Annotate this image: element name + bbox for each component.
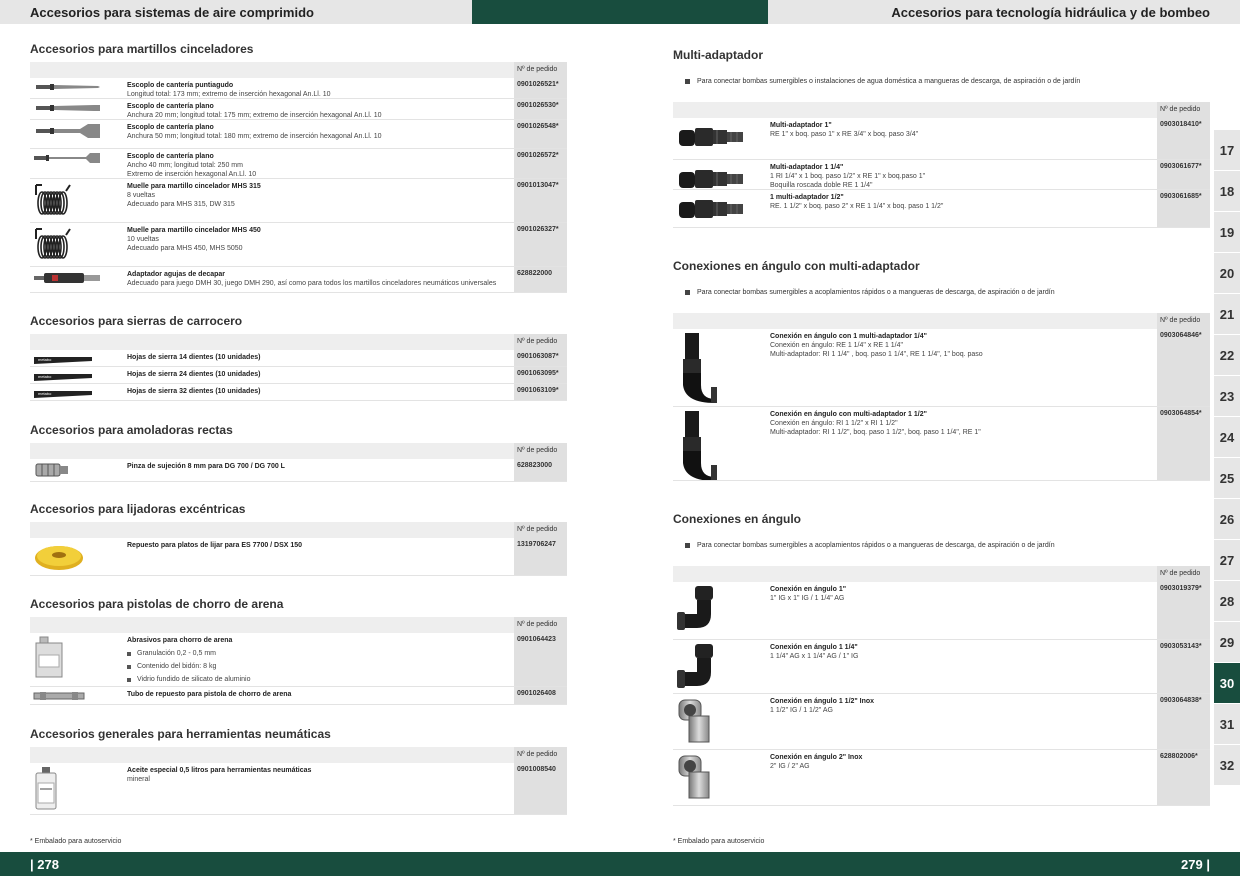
section-title: Accesorios para pistolas de chorro de arena — [30, 597, 284, 611]
product-name: Aceite especial 0,5 litros para herramientas neumáticas — [127, 767, 312, 774]
row-divider — [30, 481, 567, 482]
product-detail: 1 1/4" AG x 1 1/4" AG / 1" IG — [770, 653, 859, 660]
chapter-tab-29[interactable]: 29 — [1214, 622, 1240, 662]
product-detail: Anchura 20 mm; longitud total: 175 mm; extremo de inserción hexagonal An.Ll. 10 — [127, 112, 382, 119]
chapter-tab-24[interactable]: 24 — [1214, 417, 1240, 457]
order-number-header: Nº de pedido — [1157, 566, 1210, 582]
header-green-band — [472, 0, 768, 24]
chisel-point-icon — [32, 80, 102, 98]
product-description — [770, 643, 1153, 661]
section-title: Accesorios generales para herramientas neumáticas — [30, 727, 331, 741]
order-number: 1319706247 — [514, 538, 567, 575]
right-page-title: Accesorios para tecnología hidráulica y de bombeo — [768, 0, 1240, 24]
product-description — [770, 410, 1153, 437]
sanding-pad-icon — [32, 540, 86, 577]
spring-icon — [32, 181, 72, 222]
table-row — [673, 160, 1210, 190]
product-name: Escoplo de cantería plano — [127, 124, 214, 131]
product-detail: Anchura 50 mm; longitud total: 180 mm; extremo de inserción hexagonal An.Ll. 10 — [127, 133, 382, 140]
row-divider — [673, 805, 1210, 806]
product-bullet — [127, 649, 510, 658]
product-detail: Ancho 40 mm; longitud total: 250 mm — [127, 162, 243, 169]
row-divider — [30, 814, 567, 815]
order-number: 0901063109* — [514, 384, 567, 400]
product-description — [127, 152, 510, 179]
left-section-2 — [30, 314, 567, 401]
right-section-2 — [673, 259, 1210, 481]
order-number: 628823000 — [514, 459, 567, 481]
product-description — [127, 226, 510, 253]
bullet-square-icon — [127, 665, 131, 669]
svg-text:metabo: metabo — [38, 374, 52, 379]
product-name: Conexión en ángulo con 1 multi-adaptador 1/4" — [770, 333, 927, 340]
product-name: 1 multi-adaptador 1/2" — [770, 194, 844, 201]
product-detail: mineral — [127, 776, 150, 783]
chapter-tab-20[interactable]: 20 — [1214, 253, 1240, 293]
product-description — [127, 123, 510, 141]
product-name: Conexión en ángulo 1" — [770, 586, 847, 593]
saw-blade-icon — [32, 386, 94, 404]
order-number-header: Nº de pedido — [1157, 102, 1210, 118]
product-description — [770, 585, 1153, 603]
order-number: 0901013047* — [514, 179, 567, 222]
product-description — [770, 753, 1153, 771]
product-detail: RE. 1 1/2" x boq. paso 2" x RE 1 1/4" x boq. paso 1 1/2" — [770, 203, 944, 210]
chisel-long-icon — [32, 151, 102, 170]
footnote-left: * Embalado para autoservicio — [30, 838, 122, 845]
product-bullet-text: Vidrio fundido de silicato de aluminio — [137, 676, 251, 683]
product-name: Conexión en ángulo 2" Inox — [770, 754, 863, 761]
footnote-right: * Embalado para autoservicio — [673, 838, 765, 845]
order-number: 0903064838* — [1157, 694, 1210, 749]
table-row — [673, 640, 1210, 694]
table-header — [30, 443, 567, 459]
table-header — [30, 617, 567, 633]
spring-icon — [32, 225, 72, 266]
order-number: 0901064423 — [514, 633, 567, 686]
table-header — [30, 747, 567, 763]
order-number: 0901026548* — [514, 120, 567, 148]
product-description — [770, 697, 1153, 715]
table-row — [30, 179, 567, 223]
product-detail: 8 vueltas — [127, 192, 156, 199]
oil-bottle-icon — [32, 765, 60, 816]
table-row — [30, 120, 567, 149]
table-row — [30, 99, 567, 120]
order-number: 0903064854* — [1157, 407, 1210, 480]
bottom-bar — [0, 852, 1240, 876]
table-row — [673, 329, 1210, 407]
bullet-square-icon — [127, 652, 131, 656]
left-section-3 — [30, 423, 567, 482]
chapter-tab-25[interactable]: 25 — [1214, 458, 1240, 498]
order-number: 628822000 — [514, 267, 567, 292]
product-description — [127, 182, 510, 209]
product-detail: Boquilla roscada doble RE 1 1/4" — [770, 182, 873, 189]
chapter-tab-23[interactable]: 23 — [1214, 376, 1240, 416]
product-name: Adaptador agujas de decapar — [127, 271, 226, 278]
bullet-square-icon — [685, 543, 690, 548]
bullet-square-icon — [685, 79, 690, 84]
product-detail: 1 1/2" IG / 1 1/2" AG — [770, 707, 833, 714]
table-row — [30, 267, 567, 293]
left-page-title: Accesorios para sistemas de aire comprimido — [0, 0, 472, 24]
order-number: 0903064846* — [1157, 329, 1210, 406]
product-name: Multi-adaptador 1 1/4" — [770, 164, 844, 171]
bullet-text: Para conectar bombas sumergibles o instalaciones de agua doméstica a mangueras de descarga, de aspiración o de jardín — [697, 77, 1081, 85]
table-row — [673, 750, 1210, 806]
right-section-1 — [673, 48, 1210, 228]
product-detail: Conexión en ángulo: RE 1 1/4" x RE 1 1/4" — [770, 342, 903, 349]
order-number-header: Nº de pedido — [514, 522, 567, 538]
page-number-right: 279 | — [1181, 857, 1210, 872]
left-section-4 — [30, 502, 567, 576]
chisel-flat-icon — [32, 101, 102, 119]
chapter-tab-17[interactable]: 17 — [1214, 130, 1240, 170]
angle-adapter-icon — [675, 331, 719, 410]
product-description — [127, 102, 510, 120]
table-row — [673, 694, 1210, 750]
product-description — [770, 332, 1153, 359]
order-number: 0901008540 — [514, 763, 567, 814]
chapter-tab-26[interactable]: 26 — [1214, 499, 1240, 539]
needle-adapter-icon — [32, 269, 102, 292]
product-name: Abrasivos para chorro de arena — [127, 637, 233, 644]
order-number: 0903061677* — [1157, 160, 1210, 189]
product-bullet-text: Granulación 0,2 - 0,5 mm — [137, 650, 216, 657]
product-description — [127, 766, 510, 784]
table-row — [30, 78, 567, 99]
product-detail: Adecuado para juego DMH 30, juego DMH 290, así como para todos los martillos cinceladores neumáticos universales — [127, 280, 497, 287]
chapter-tabs — [1214, 130, 1240, 786]
product-bullet — [127, 675, 510, 684]
table-header — [673, 566, 1210, 582]
elbow-steel-icon — [675, 752, 719, 807]
table-row — [673, 190, 1210, 228]
order-number: 0901026530* — [514, 99, 567, 119]
section-title: Accesorios para amoladoras rectas — [30, 423, 233, 437]
table-row — [30, 149, 567, 179]
order-number: 0901026572* — [514, 149, 567, 178]
table-row — [30, 687, 567, 705]
product-description — [127, 81, 510, 99]
chapter-tab-32[interactable]: 32 — [1214, 745, 1240, 785]
angle-adapter-icon — [675, 409, 719, 488]
product-detail: Adecuado para MHS 315, DW 315 — [127, 201, 235, 208]
product-name: Multi-adaptador 1" — [770, 122, 832, 129]
order-number-header: Nº de pedido — [514, 334, 567, 350]
page-number-left: | 278 — [30, 857, 59, 872]
product-name: Repuesto para platos de lijar para ES 7700 / DSX 150 — [127, 542, 303, 549]
table-row — [30, 367, 567, 384]
top-header-bar — [0, 0, 1240, 24]
order-number-header: Nº de pedido — [514, 62, 567, 78]
bullet-text: Para conectar bombas sumergibles a acoplamientos rápidos o a mangueras de descarga, de aspiración o de jardín — [697, 541, 1055, 549]
section-title: Accesorios para martillos cinceladores — [30, 42, 254, 56]
product-detail: Longitud total: 173 mm; extremo de inserción hexagonal An.Ll. 10 — [127, 91, 331, 98]
product-name: Tubo de repuesto para pistola de chorro de arena — [127, 691, 292, 698]
product-description — [127, 353, 510, 362]
order-number-header: Nº de pedido — [514, 617, 567, 633]
product-description — [770, 121, 1153, 139]
row-divider — [30, 704, 567, 705]
table-row — [673, 582, 1210, 640]
table-header — [673, 313, 1210, 329]
product-name: Escoplo de cantería plano — [127, 103, 214, 110]
order-number: 0901026327* — [514, 223, 567, 266]
product-detail: 1 RI 1/4" x 1 boq. paso 1/2" x RE 1" x boq.paso 1" — [770, 173, 926, 180]
section-title: Accesorios para sierras de carrocero — [30, 314, 243, 328]
product-description — [127, 270, 510, 288]
chapter-tab-27[interactable]: 27 — [1214, 540, 1240, 580]
order-number: 628802006* — [1157, 750, 1210, 805]
table-row — [30, 763, 567, 815]
product-description — [127, 541, 510, 550]
order-number: 0901026408 — [514, 687, 567, 704]
chapter-tab-18[interactable]: 18 — [1214, 171, 1240, 211]
svg-text:metabo: metabo — [38, 391, 52, 396]
elbow-steel-icon — [675, 696, 719, 751]
canister-icon — [32, 635, 66, 684]
svg-text:metabo: metabo — [38, 357, 52, 362]
elbow-black-icon — [675, 584, 719, 639]
table-row — [30, 633, 567, 687]
product-description — [770, 193, 1153, 211]
order-number: 0901063095* — [514, 367, 567, 383]
order-number: 0903019379* — [1157, 582, 1210, 639]
product-description — [127, 370, 510, 379]
product-description — [127, 636, 510, 684]
bullet-text: Para conectar bombas sumergibles a acoplamientos rápidos o a mangueras de descarga, de aspiración o de jardín — [697, 288, 1055, 296]
chapter-tab-22[interactable]: 22 — [1214, 335, 1240, 375]
product-detail: Conexión en ángulo: RI 1 1/2" x RI 1 1/2" — [770, 420, 898, 427]
left-section-1 — [30, 42, 567, 293]
table-row — [30, 538, 567, 576]
section-bullet — [673, 538, 1210, 552]
product-bullet — [127, 662, 510, 671]
product-detail: Adecuado para MHS 450, MHS 5050 — [127, 245, 243, 252]
multi-adapter-icon — [675, 120, 747, 157]
product-name: Muelle para martillo cincelador MHS 315 — [127, 183, 261, 190]
product-description — [770, 163, 1153, 190]
product-name: Escoplo de cantería puntiagudo — [127, 82, 234, 89]
product-name: Hojas de sierra 32 dientes (10 unidades) — [127, 388, 261, 395]
section-title: Accesorios para lijadoras excéntricas — [30, 502, 246, 516]
table-header — [30, 522, 567, 538]
table-row — [673, 118, 1210, 160]
right-section-3 — [673, 512, 1210, 806]
product-name: Conexión en ángulo 1 1/4" — [770, 644, 858, 651]
chisel-wide-icon — [32, 122, 102, 145]
product-detail: 10 vueltas — [127, 236, 159, 243]
row-divider — [673, 480, 1210, 481]
left-section-6 — [30, 727, 567, 815]
table-row — [30, 384, 567, 401]
product-detail: Multi-adaptador: RI 1 1/2", boq. paso 1 1/2", boq. paso 1 1/4", RE 1" — [770, 429, 981, 436]
table-row — [673, 407, 1210, 481]
table-header — [30, 62, 567, 78]
table-row — [30, 223, 567, 267]
table-header — [673, 102, 1210, 118]
elbow-black-icon — [675, 642, 719, 697]
product-description — [127, 690, 510, 699]
order-number: 0901063087* — [514, 350, 567, 366]
table-row — [30, 459, 567, 482]
row-divider — [673, 227, 1210, 228]
order-number: 0903061685* — [1157, 190, 1210, 227]
row-divider — [30, 400, 567, 401]
product-description — [127, 387, 510, 396]
product-name: Hojas de sierra 14 dientes (10 unidades) — [127, 354, 261, 361]
left-section-5 — [30, 597, 567, 705]
table-header — [30, 334, 567, 350]
product-name: Conexión en ángulo 1 1/2" Inox — [770, 698, 875, 705]
row-divider — [30, 292, 567, 293]
section-bullet — [673, 74, 1210, 88]
section-title: Conexiones en ángulo con multi-adaptador — [673, 259, 920, 273]
chapter-tab-31[interactable]: 31 — [1214, 704, 1240, 744]
section-title: Multi-adaptador — [673, 48, 763, 62]
order-number-header: Nº de pedido — [514, 443, 567, 459]
table-row — [30, 350, 567, 367]
product-name: Pinza de sujeción 8 mm para DG 700 / DG 700 L — [127, 463, 285, 470]
section-title: Conexiones en ángulo — [673, 512, 802, 526]
product-bullet-text: Contenido del bidón: 8 kg — [137, 663, 217, 670]
product-name: Conexión en ángulo con multi-adaptador 1 1/2" — [770, 411, 927, 418]
bullet-square-icon — [685, 290, 690, 295]
chapter-tab-28[interactable]: 28 — [1214, 581, 1240, 621]
product-detail: 1" IG x 1" IG / 1 1/4" AG — [770, 595, 845, 602]
row-divider — [30, 575, 567, 576]
section-bullet — [673, 285, 1210, 299]
product-detail: Extremo de inserción hexagonal An.Ll. 10 — [127, 171, 257, 178]
chapter-tab-21[interactable]: 21 — [1214, 294, 1240, 334]
product-description — [127, 462, 510, 471]
product-detail: 2" IG / 2" AG — [770, 763, 810, 770]
order-number: 0903053143* — [1157, 640, 1210, 693]
product-name: Hojas de sierra 24 dientes (10 unidades) — [127, 371, 261, 378]
order-number-header: Nº de pedido — [1157, 313, 1210, 329]
multi-adapter-icon — [675, 192, 747, 229]
product-detail: RE 1" x boq. paso 1" x RE 3/4" x boq. paso 3/4" — [770, 131, 919, 138]
chapter-tab-19[interactable]: 19 — [1214, 212, 1240, 252]
order-number: 0903018410* — [1157, 118, 1210, 159]
chapter-tab-30[interactable]: 30 — [1214, 663, 1240, 703]
bullet-square-icon — [127, 678, 131, 682]
order-number-header: Nº de pedido — [514, 747, 567, 763]
product-detail: Multi-adaptador: RI 1 1/4" , boq. paso 1 1/4", RE 1 1/4", 1" boq. paso — [770, 351, 983, 358]
product-name: Escoplo de cantería plano — [127, 153, 214, 160]
order-number: 0901026521* — [514, 78, 567, 98]
product-name: Muelle para martillo cincelador MHS 450 — [127, 227, 261, 234]
